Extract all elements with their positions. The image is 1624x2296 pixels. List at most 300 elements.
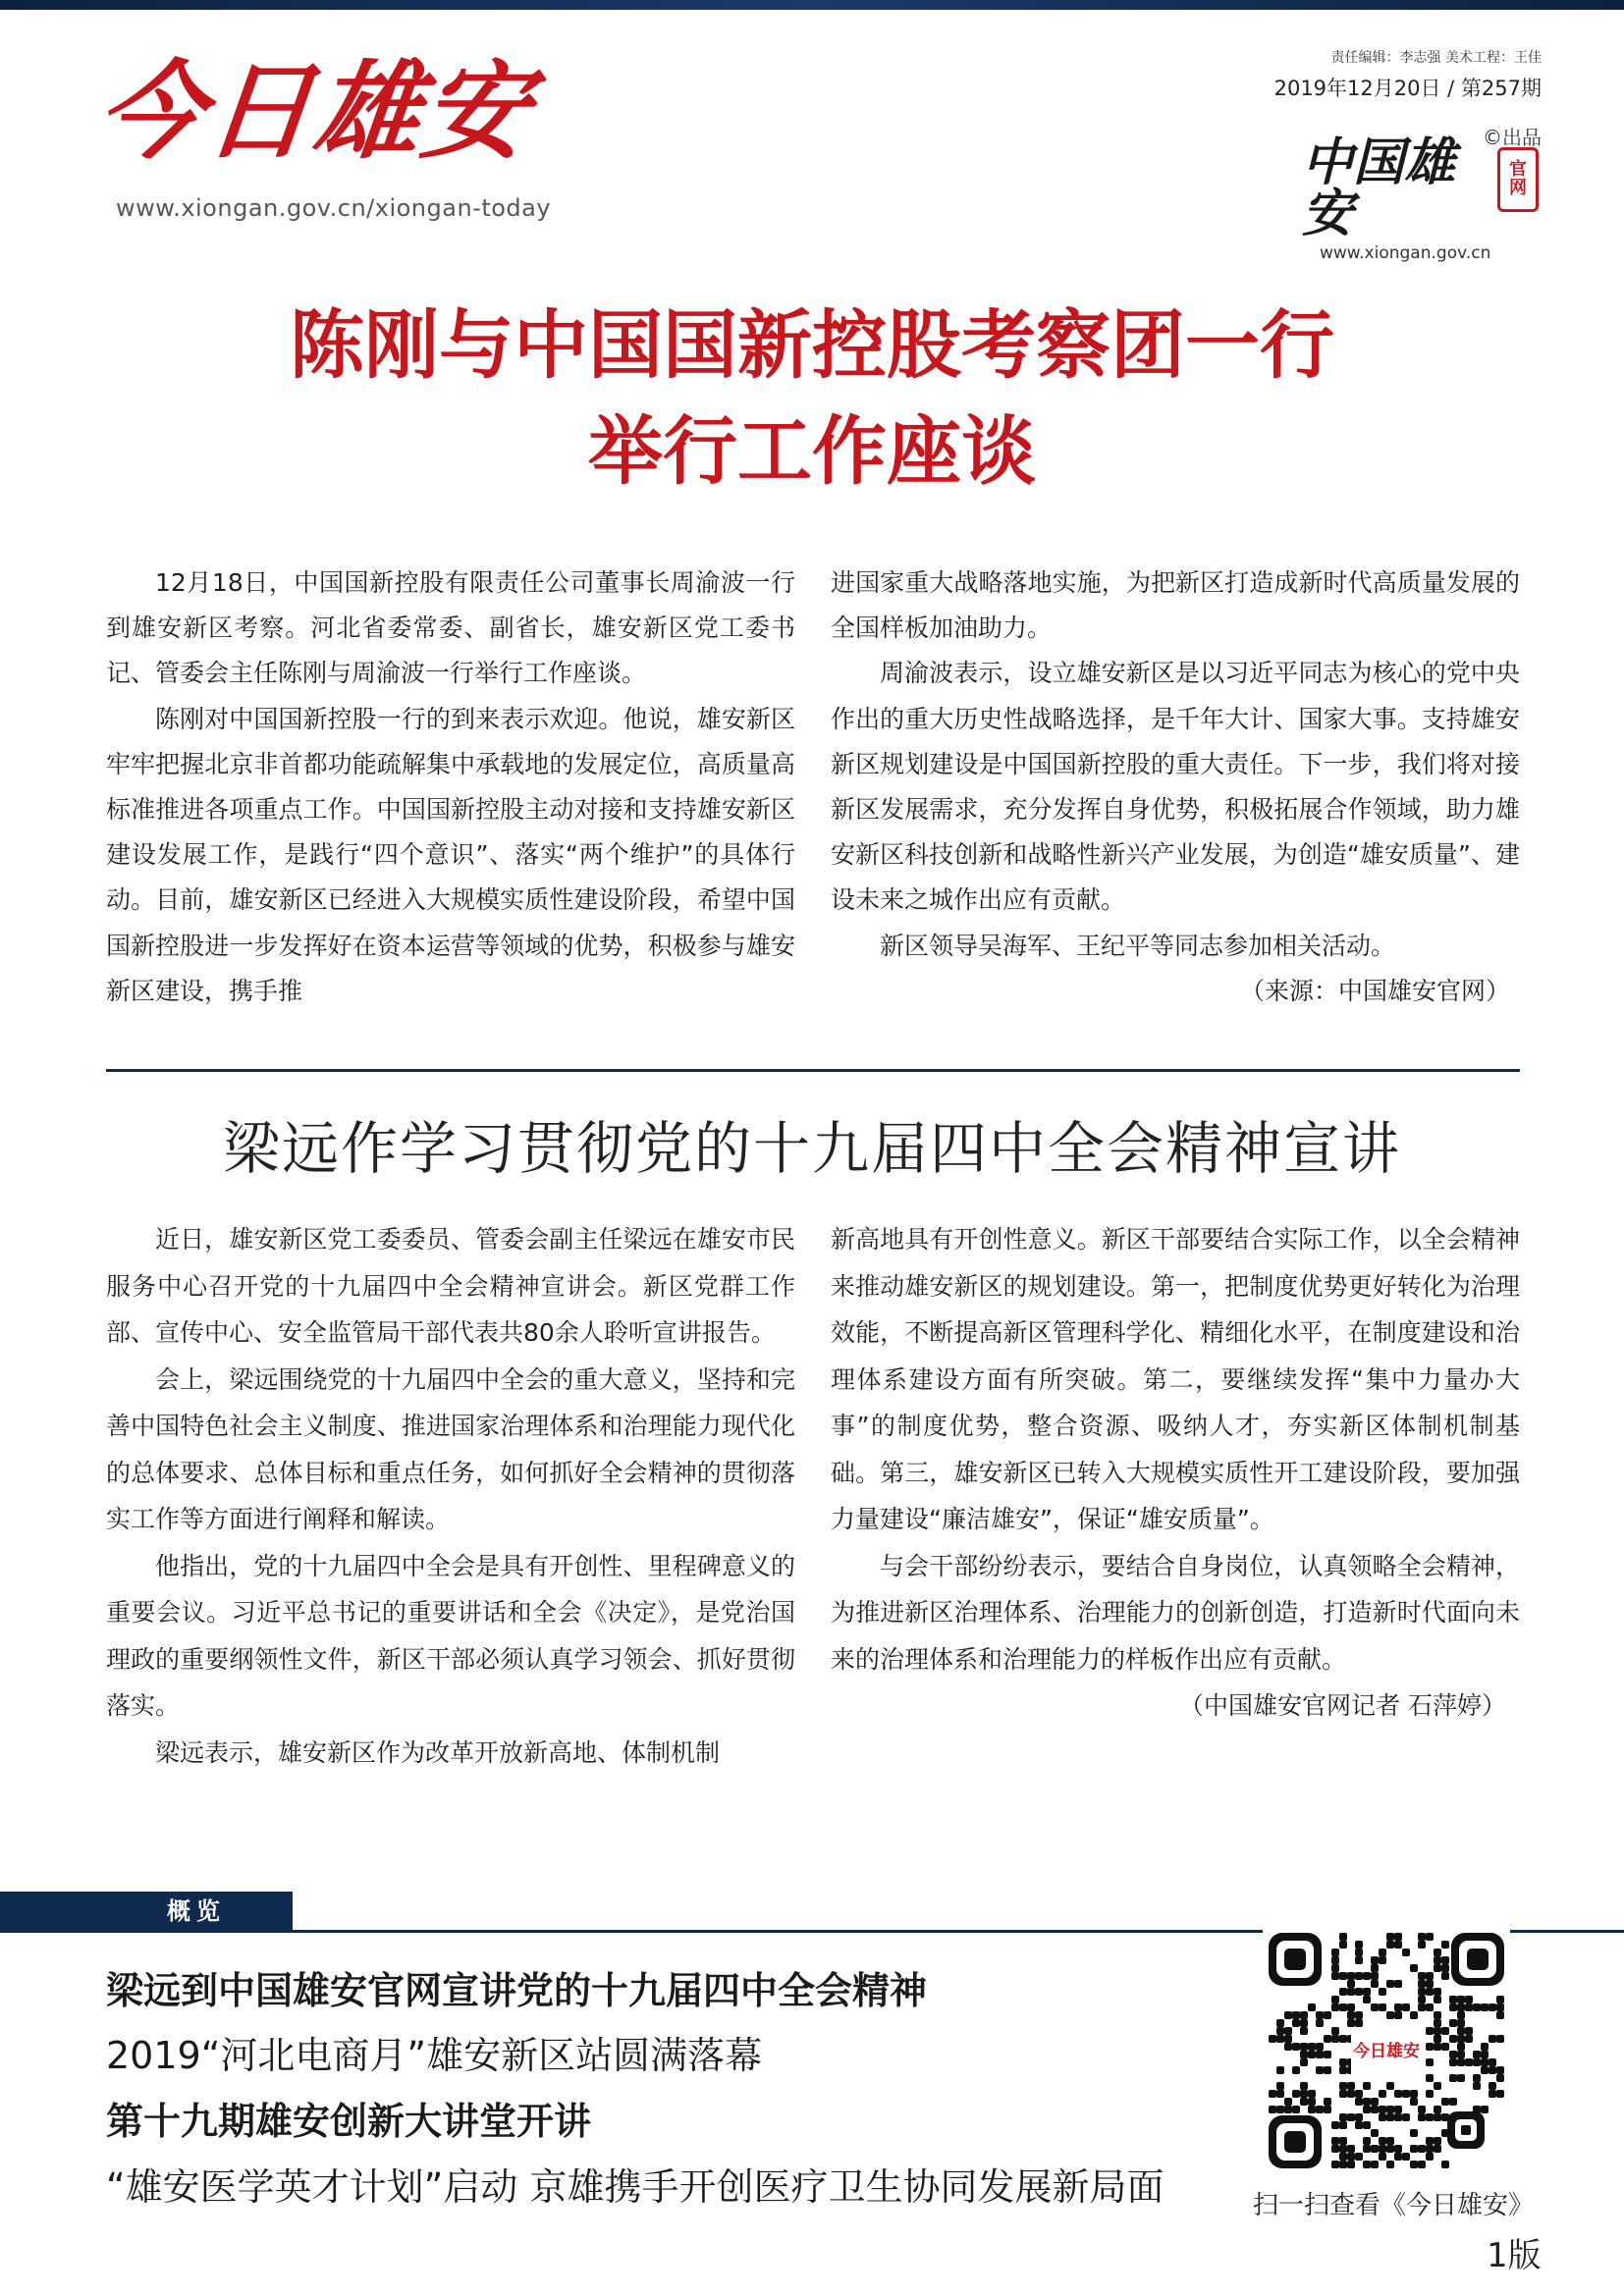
qr-module [1363,2145,1371,2153]
qr-module [1379,1956,1386,1964]
qr-module [1418,2145,1426,2153]
qr-module [1331,2027,1339,2035]
qr-module [1489,2090,1496,2098]
qr-module [1481,2058,1489,2066]
qr-module [1434,2027,1441,2035]
qr-module [1402,2113,1410,2121]
qr-code-icon[interactable] [1263,1927,1510,2174]
qr-module [1473,2003,1481,2011]
qr-module [1441,2027,1449,2035]
qr-module [1347,1980,1355,1988]
qr-module [1276,2082,1284,2090]
qr-module [1402,2003,1410,2011]
qr-module [1284,2027,1292,2035]
qr-module [1379,2153,1386,2161]
overview-item[interactable]: 梁远到中国雄安官网宣讲党的十九届四中全会精神 [106,1969,928,2012]
qr-module [1473,2058,1481,2066]
qr-module [1316,2043,1324,2051]
qr-module [1347,2113,1355,2121]
qr-module [1292,2106,1300,2113]
qr-module [1331,1964,1339,1972]
qr-module [1386,2137,1394,2145]
qr-module [1331,2121,1339,2129]
qr-module [1418,2113,1426,2121]
article1-paragraph: 陈刚对中国国新控股一行的到来表示欢迎。他说，雄安新区牢牢把握北京非首都功能疏解集中承载地的发展定位，高质量高标准推进各项重点工作。中国国新控股主动对接和支持雄安新区建设发展工作，是践行“四个意识”、落实“两个维护”的具体行动。目前，雄安新区已经进入大规模实质性建设阶段，希望中国国新控股进一步发挥好在资本运营等领域的优势，积极参与雄安新区建设，携手推 [106,704,795,1005]
qr-module [1355,2019,1363,2027]
qr-module [1386,2106,1394,2113]
qr-module [1394,2145,1402,2153]
qr-module [1441,2161,1449,2168]
qr-module [1394,1941,1402,1949]
qr-module [1394,2113,1402,2121]
qr-module [1371,1964,1379,1972]
qr-module [1386,1933,1394,1941]
qr-module [1434,1949,1441,1956]
qr-module [1363,2121,1371,2129]
qr-module [1394,2003,1402,2011]
qr-module [1292,2090,1300,2098]
qr-module [1355,1949,1363,1956]
qr-module [1371,2106,1379,2113]
qr-module [1426,2058,1434,2066]
qr-module [1324,2066,1331,2074]
qr-module [1441,1964,1449,1972]
official-seal-icon [1497,147,1539,212]
qr-module [1496,2003,1504,2011]
qr-module [1496,2066,1504,2074]
qr-module [1371,2098,1379,2106]
qr-module [1410,2098,1418,2106]
qr-module [1339,2035,1347,2043]
qr-module [1379,2106,1386,2113]
qr-module [1331,2145,1339,2153]
qr-module [1339,1941,1347,1949]
qr-module [1473,2074,1481,2082]
article2-paragraph: 梁远表示，雄安新区作为改革开放新高地、体制机制 [155,1737,721,1767]
qr-module [1276,2035,1284,2043]
qr-module [1347,2082,1355,2090]
qr-center-label: 今日雄安 [1353,2042,1420,2061]
qr-module [1434,1988,1441,1996]
section-divider [106,1069,1520,1072]
qr-module [1418,1972,1426,1980]
qr-module [1339,2003,1347,2011]
qr-module [1355,1988,1363,1996]
qr-module [1308,2043,1316,2051]
qr-module [1347,2011,1355,2019]
qr-module [1371,1980,1379,1988]
qr-module [1441,2043,1449,2051]
lead-headline-line2: 举行工作座谈 [588,407,1036,495]
qr-module [1269,2035,1276,2043]
qr-module [1434,2019,1441,2027]
masthead-url[interactable]: www.xiongan.gov.cn/xiongan-today [116,194,552,222]
qr-module [1269,2106,1276,2113]
qr-module [1434,1964,1441,1972]
qr-module [1363,1988,1371,1996]
qr-module [1276,2106,1284,2113]
qr-module [1426,1980,1434,1988]
qr-module [1489,2035,1496,2043]
qr-module [1434,2145,1441,2153]
qr-module [1347,2090,1355,2098]
qr-module [1449,2035,1457,2043]
qr-module [1449,2074,1457,2082]
qr-module [1434,2137,1441,2145]
qr-module [1347,1988,1355,1996]
qr-module [1426,2074,1434,2082]
overview-label: 概览 [0,1892,293,1931]
article2-paragraph: 会上，梁远围绕党的十九届四中全会的重大意义，坚持和完善中国特色社会主义制度、推进国家治理体系和治理能力现代化的总体要求、总体目标和重点任务，如何抓好全会精神的贯彻落实工作等方面进行阐释和解读。 [106,1364,795,1533]
qr-module [1465,2003,1473,2011]
qr-module [1434,1996,1441,2003]
article2-paragraph: 与会干部纷纷表示，要结合自身岗位，认真领略全会精神，为推进新区治理体系、治理能力的创新创造，打造新时代面向未来的治理体系和治理能力的样板作出应有贡献。 [831,1551,1520,1674]
qr-module [1457,2035,1465,2043]
qr-module [1481,2043,1489,2051]
qr-module [1426,2153,1434,2161]
editor-credits: 责任编辑：李志强 美术工程：王佳 [1330,50,1542,66]
qr-module [1418,1941,1426,1949]
qr-module [1410,2145,1418,2153]
china-xiongan-url[interactable]: www.xiongan.gov.cn [1320,243,1491,263]
qr-module [1339,2113,1347,2121]
qr-module [1481,2051,1489,2058]
qr-module [1347,1972,1355,1980]
qr-module [1434,2011,1441,2019]
qr-module [1363,2137,1371,2145]
qr-module [1434,1956,1441,1964]
qr-module [1496,2090,1504,2098]
qr-module [1308,2106,1316,2113]
qr-module [1284,2098,1292,2106]
qr-module [1316,2051,1324,2058]
overview-item[interactable]: 第十九期雄安创新大讲堂开讲 [106,2100,592,2143]
qr-module [1426,1933,1434,1941]
top-stripe [0,0,1624,10]
qr-module [1449,2051,1457,2058]
qr-module [1457,2074,1465,2082]
qr-module [1276,2066,1284,2074]
qr-module [1426,2043,1434,2051]
qr-module [1418,1980,1426,1988]
qr-module [1457,2011,1465,2019]
qr-module [1410,2011,1418,2019]
qr-module [1441,1956,1449,1964]
qr-module [1284,2106,1292,2113]
qr-module [1481,2003,1489,2011]
article1-left-column [106,561,795,1014]
article1-right-column [831,561,1520,1014]
qr-module [1276,2090,1284,2098]
qr-module [1410,1964,1418,1972]
qr-module [1379,2137,1386,2145]
qr-module [1308,2098,1316,2106]
qr-module [1465,1996,1473,2003]
article2-headline: 梁远作学习贯彻党的十九届四中全会精神宣讲 [222,1115,1401,1182]
article2-left-column [106,1216,795,1776]
qr-module [1324,2051,1331,2058]
qr-module [1347,2161,1355,2168]
qr-module [1481,2066,1489,2074]
qr-module [1449,2058,1457,2066]
qr-module [1426,2027,1434,2035]
qr-module [1339,1988,1347,1996]
qr-module [1316,2066,1324,2074]
qr-module [1394,1933,1402,1941]
qr-module [1300,2082,1308,2090]
qr-module [1379,2145,1386,2153]
qr-module [1331,2137,1339,2145]
qr-module [1496,2035,1504,2043]
qr-module [1339,1933,1347,1941]
qr-module [1300,2090,1308,2098]
qr-module [1386,2011,1394,2019]
qr-module [1308,2051,1316,2058]
qr-module [1418,2106,1426,2113]
qr-module [1339,2058,1347,2066]
qr-module [1331,1949,1339,1956]
qr-module [1371,2003,1379,2011]
lead-headline [59,293,1565,505]
article1-paragraph: 周渝波表示，设立雄安新区是以习近平同志为核心的党中央作出的重大历史性战略选择，是千年大计、国家大事。支持雄安新区规划建设是中国国新控股的重大责任。下一步，我们将对接新区发展需求，充分发挥自身优势，积极拓展合作领域，助力雄安新区科技创新和战略性新兴产业发展，为创造“雄安质量”、建设未来之城作出应有贡献。 [831,659,1520,915]
qr-module [1324,2035,1331,2043]
qr-module [1441,1972,1449,1980]
qr-module [1441,2098,1449,2106]
qr-module [1284,2035,1292,2043]
qr-module [1308,2003,1316,2011]
qr-module [1402,2090,1410,2098]
issue-date: 2019年12月20日 / 第257期 [1273,77,1542,100]
article2-right-column [831,1216,1520,1730]
qr-module [1355,2011,1363,2019]
qr-module [1355,1956,1363,1964]
qr-module [1269,2090,1276,2098]
qr-module [1386,2161,1394,2168]
qr-module [1339,2145,1347,2153]
qr-module [1355,1941,1363,1949]
qr-module [1489,2058,1496,2066]
qr-module [1457,2043,1465,2051]
qr-module [1426,2113,1434,2121]
qr-module [1394,2011,1402,2019]
qr-module [1426,1972,1434,1980]
qr-module [1284,2011,1292,2019]
qr-module [1363,2082,1371,2090]
qr-module [1394,2106,1402,2113]
qr-module [1371,2161,1379,2168]
qr-module [1379,2003,1386,2011]
qr-module [1339,2066,1347,2074]
qr-module [1434,2113,1441,2121]
qr-module [1292,2011,1300,2019]
qr-module [1489,2082,1496,2090]
qr-module [1308,2090,1316,2098]
qr-module [1457,2027,1465,2035]
qr-module [1386,1941,1394,1949]
qr-module [1347,2153,1355,2161]
qr-module [1379,2090,1386,2098]
qr-module [1434,2082,1441,2090]
qr-module [1434,2106,1441,2113]
china-xiongan-logo [1302,133,1498,263]
qr-module [1331,2003,1339,2011]
qr-module [1402,1949,1410,1956]
qr-module [1386,1980,1394,1988]
page-number: 1版 [1487,2236,1542,2275]
qr-module [1363,1972,1371,1980]
qr-module [1284,2043,1292,2051]
lead-headline-line1: 陈刚与中国国新控股考察团一行 [290,301,1334,389]
qr-caption: 扫一扫查看《今日雄安》 [1253,2191,1535,2220]
qr-module [1339,2161,1347,2168]
qr-module [1426,2090,1434,2098]
qr-module [1316,2106,1324,2113]
qr-module [1394,1980,1402,1988]
article2-paragraph: 他指出，党的十九届四中全会是具有开创性、里程碑意义的重要会议。习近平总书记的重要讲话和全会《决定》，是党治国理政的重要纲领性文件，新区干部必须认真学习领会、抓好贯彻落实。 [106,1551,795,1720]
qr-module [1457,2051,1465,2058]
qr-module [1300,2058,1308,2066]
qr-module [1355,2098,1363,2106]
qr-module [1371,2129,1379,2137]
article2-continuation: 新高地具有开创性意义。新区干部要结合实际工作，以全会精神来推动雄安新区的规划建设。第一，把制度优势更好转化为治理效能，不断提高新区管理科学化、精细化水平，在制度建设和治理体系建设方面有所突破。第二，要继续发挥“集中力量办大事”的制度优势，整合资源、吸纳人才，夯实新区体制机制基础。第三，雄安新区已转入大规模实质性开工建设阶段，要加强力量建设“廉洁雄安”，保证“雄安质量”。 [831,1225,1520,1533]
qr-module [1363,1996,1371,2003]
seal-char-top: 官 [1509,159,1527,181]
qr-module [1316,2011,1324,2019]
qr-module [1426,2137,1434,2145]
qr-module [1300,2051,1308,2058]
qr-module [1465,2035,1473,2043]
qr-module [1473,2082,1481,2090]
qr-module [1410,2129,1418,2137]
qr-module [1426,2145,1434,2153]
qr-module [1300,2019,1308,2027]
china-xiongan-logo-text: 中国雄安 [1302,133,1456,243]
qr-module [1481,2106,1489,2113]
qr-module [1300,2027,1308,2035]
qr-module [1449,2003,1457,2011]
qr-module [1379,1949,1386,1956]
qr-module [1339,1972,1347,1980]
qr-module [1347,2145,1355,2153]
qr-module [1489,2003,1496,2011]
qr-module [1410,2161,1418,2168]
qr-module [1300,2011,1308,2019]
qr-module [1434,2043,1441,2051]
qr-module [1457,2019,1465,2027]
qr-module [1339,2137,1347,2145]
qr-module [1371,1972,1379,1980]
qr-module [1496,1996,1504,2003]
qr-module [1355,2153,1363,2161]
qr-module [1331,1996,1339,2003]
qr-module [1473,2051,1481,2058]
qr-module [1394,2090,1402,2098]
qr-module [1496,2074,1504,2082]
qr-module [1347,2019,1355,2027]
seal-char-bottom: 网 [1509,178,1527,198]
qr-module [1331,2161,1339,2168]
qr-module [1292,2066,1300,2074]
qr-module [1363,2098,1371,2106]
qr-module [1379,1988,1386,1996]
qr-module [1386,2082,1394,2090]
qr-module [1457,2003,1465,2011]
qr-module [1449,2098,1457,2106]
qr-module [1379,2113,1386,2121]
qr-module [1363,2161,1371,2168]
qr-module [1418,1996,1426,2003]
qr-module [1324,2106,1331,2113]
qr-module [1465,2027,1473,2035]
qr-module [1300,2043,1308,2051]
article2-source: （中国雄安官网记者 石萍婷） [1179,1691,1506,1720]
qr-module [1371,2145,1379,2153]
qr-module [1292,2019,1300,2027]
qr-module [1441,1941,1449,1949]
qr-module [1347,2003,1355,2011]
qr-module [1426,2003,1434,2011]
overview-item[interactable]: 2019“河北电商月”雄安新区站圆满落幕 [106,2034,763,2077]
qr-module [1339,2082,1347,2090]
qr-module [1386,2113,1394,2121]
article2-paragraph: 近日，雄安新区党工委委员、管委会副主任梁远在雄安市民服务中心召开党的十九届四中全会精神宣讲会。新区党群工作部、宣传中心、安全监管局干部代表共80余人聆听宣讲报告。 [106,1225,795,1347]
qr-module [1465,2058,1473,2066]
overview-item[interactable]: “雄安医学英才计划”启动 京雄携手开创医疗卫生协同发展新局面 [106,2165,1164,2209]
qr-module [1355,1972,1363,1980]
qr-module [1496,2011,1504,2019]
qr-module [1418,2003,1426,2011]
qr-module [1363,2106,1371,2113]
qr-module [1489,2066,1496,2074]
qr-module [1355,2090,1363,2098]
publisher-mark: ©出品 [1483,126,1542,149]
article1-paragraph: 12月18日，中国国新控股有限责任公司董事长周渝波一行到雄安新区考察。河北省委常委、副省长，雄安新区党工委书记、管委会主任陈刚与周渝波一行举行工作座谈。 [106,568,795,688]
qr-module [1402,2153,1410,2161]
article1-paragraph: 新区领导吴海军、王纪平等同志参加相关活动。 [880,931,1396,960]
qr-module [1339,2090,1347,2098]
article1-continuation: 进国家重大战略落地实施，为把新区打造成新时代高质量发展的全国样板加油助力。 [831,568,1520,643]
qr-module [1457,2058,1465,2066]
qr-module [1276,2027,1284,2035]
qr-module [1418,2161,1426,2168]
qr-module [1355,2113,1363,2121]
qr-module [1339,2121,1347,2129]
qr-module [1316,2019,1324,2027]
qr-module [1394,2153,1402,2161]
article1-source: （来源：中国雄安官网） [1239,976,1510,1005]
masthead-logo [91,50,537,196]
qr-module [1418,1933,1426,1941]
qr-module [1457,1996,1465,2003]
qr-module [1331,2035,1339,2043]
qr-module [1434,2035,1441,2043]
qr-module [1324,2098,1331,2106]
qr-module [1426,1988,1434,1996]
qr-module [1449,2019,1457,2027]
qr-module [1355,2121,1363,2129]
qr-module [1371,1956,1379,1964]
qr-module [1300,2098,1308,2106]
qr-module [1331,1972,1339,1980]
qr-module [1339,2153,1347,2161]
qr-module [1324,2011,1331,2019]
qr-module [1449,1996,1457,2003]
qr-module [1386,2145,1394,2153]
qr-module [1418,1988,1426,1996]
qr-module [1410,2090,1418,2098]
masthead-logo-text: 今日雄安 [91,50,537,174]
qr-module [1331,1956,1339,1964]
